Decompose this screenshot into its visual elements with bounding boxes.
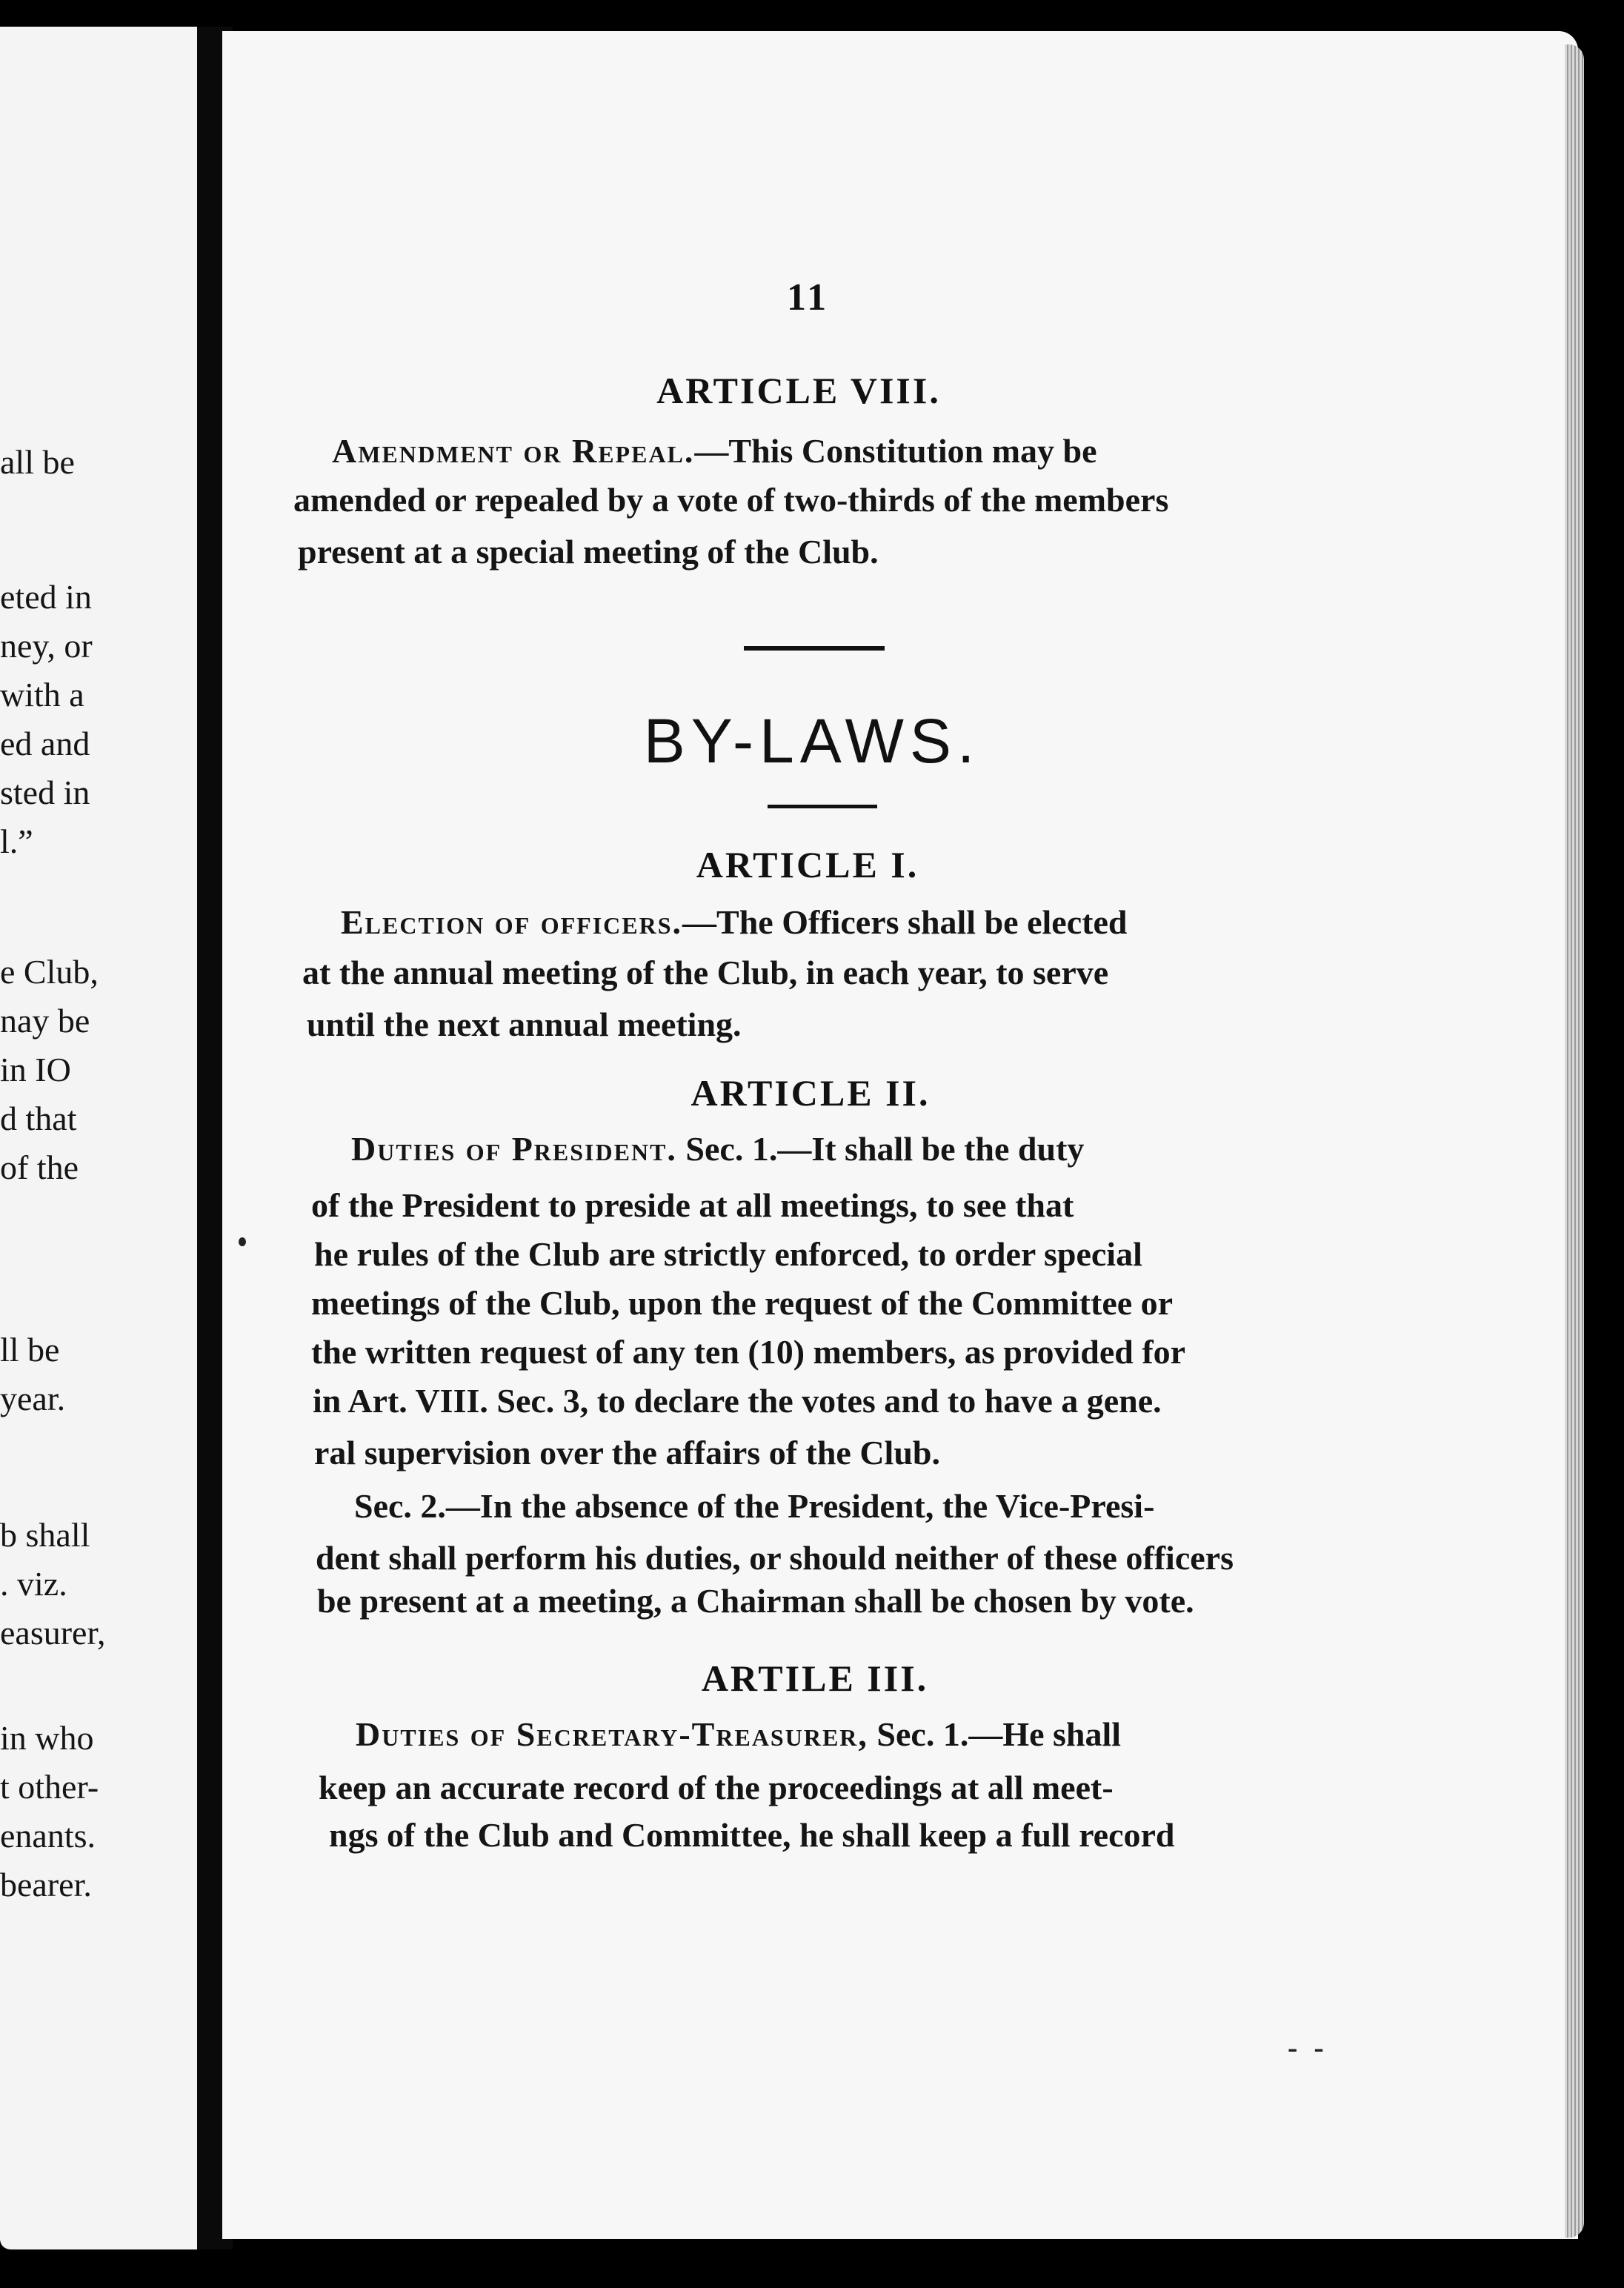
left-page-line: e Club, xyxy=(0,953,99,991)
article-ii-line xyxy=(351,1129,1084,1169)
line-text: —The Officers shall be elected xyxy=(682,903,1128,941)
article-viii-line xyxy=(332,431,1097,471)
left-page-line: t other- xyxy=(0,1768,99,1806)
left-page-line: bearer. xyxy=(0,1866,92,1903)
article-iii-heading: ARTILE III. xyxy=(701,1657,929,1699)
left-page-line: sted in xyxy=(0,774,90,811)
left-page-line: in who xyxy=(0,1719,94,1757)
section-lead: Election of officers. xyxy=(341,903,683,941)
article-iii-line xyxy=(356,1715,1121,1755)
article-ii-line: dent shall perform his duties, or should neither of these officers xyxy=(316,1539,1234,1577)
article-i-line: until the next annual meeting. xyxy=(307,1005,742,1043)
left-page-line: enants. xyxy=(0,1817,96,1855)
article-viii-heading: ARTICLE VIII. xyxy=(656,370,941,411)
line-text: Sec. 1.—He shall xyxy=(868,1715,1122,1753)
article-ii-line: the written request of any ten (10) members, as provided for xyxy=(311,1333,1186,1371)
left-page-line: with a xyxy=(0,676,84,714)
article-iii-line: keep an accurate record of the proceedings at all meet- xyxy=(319,1769,1114,1806)
divider-rule xyxy=(744,646,885,651)
section-lead: Duties of Secretary-Treasurer, xyxy=(356,1715,868,1753)
left-page-line: ney, or xyxy=(0,627,93,665)
left-page-line: of the xyxy=(0,1148,79,1186)
ink-speck xyxy=(239,1237,246,1246)
article-ii-line: he rules of the Club are strictly enforced, to order special xyxy=(314,1235,1142,1273)
left-page-line: . viz. xyxy=(0,1565,67,1603)
article-i-heading: ARTICLE I. xyxy=(696,844,919,885)
article-ii-line: meetings of the Club, upon the request of the Committee or xyxy=(311,1284,1174,1322)
left-page-line: in IO xyxy=(0,1051,71,1088)
article-ii-heading: ARTICLE II. xyxy=(690,1072,931,1114)
left-page-line: easurer, xyxy=(0,1614,106,1652)
left-page-line: eted in xyxy=(0,578,92,616)
left-page-line: nay be xyxy=(0,1002,90,1040)
section-lead: Duties of President. xyxy=(351,1130,677,1168)
line-text: —This Constitution may be xyxy=(694,432,1097,470)
article-ii-line: Sec. 2.—In the absence of the President, the Vice-Presi- xyxy=(354,1487,1155,1525)
page-edges xyxy=(1565,44,1584,2238)
bylaws-title: BY-LAWS. xyxy=(643,706,981,776)
divider-rule xyxy=(768,805,877,808)
section-lead: Amendment or Repeal. xyxy=(332,432,695,470)
article-viii-line: present at a special meeting of the Club. xyxy=(298,533,879,571)
left-page-line: all be xyxy=(0,443,75,481)
left-page-line: d that xyxy=(0,1100,77,1137)
article-ii-line: of the President to preside at all meetings, to see that xyxy=(311,1186,1074,1224)
page-number: 11 xyxy=(787,276,830,319)
left-page-line: year. xyxy=(0,1380,66,1417)
article-ii-line: in Art. VIII. Sec. 3, to declare the votes and to have a gene. xyxy=(313,1382,1162,1420)
left-page-line: b shall xyxy=(0,1516,90,1554)
previous-page-fragment xyxy=(0,27,197,2249)
article-i-line xyxy=(341,902,1127,942)
article-ii-line: ral supervision over the affairs of the Club. xyxy=(314,1434,941,1471)
article-ii-line: be present at a meeting, a Chairman shall be chosen by vote. xyxy=(317,1582,1194,1620)
article-iii-line: ngs of the Club and Committee, he shall keep a full record xyxy=(329,1816,1175,1854)
article-viii-line: amended or repealed by a vote of two-thirds of the members xyxy=(293,481,1169,519)
page-footer-mark: - - xyxy=(1288,2031,1328,2064)
article-i-line: at the annual meeting of the Club, in each year, to serve xyxy=(302,954,1109,991)
line-text: Sec. 1.—It shall be the duty xyxy=(676,1130,1085,1168)
left-page-line: ll be xyxy=(0,1331,60,1369)
left-page-line: l.” xyxy=(0,822,33,860)
left-page-line: ed and xyxy=(0,725,90,762)
